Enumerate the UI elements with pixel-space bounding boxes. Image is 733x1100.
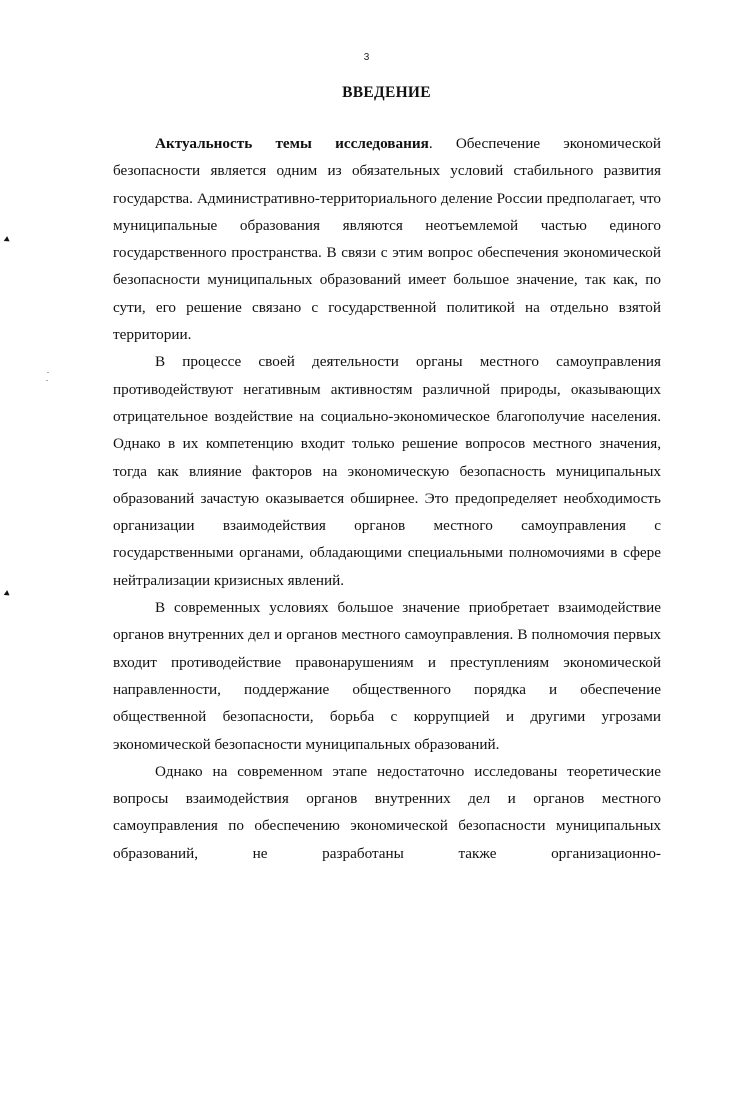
scan-speck [47, 372, 49, 373]
margin-mark [4, 236, 12, 244]
paragraph-text: . Обеспечение экономической безопасности является одним из обязательных условий стабильного развития государства. Административно-территориального деление России предполагает, что муниципальные образования являются неотъемлемой частью единого государственного пространства. В связи с этим вопрос обеспечения экономической безопасности муниципальных образований имеет большое значение, так как, по сути, его решение связано с государственной политикой на отдельно взятой территории. [113, 135, 662, 344]
page-number: 3 [363, 52, 370, 63]
paragraph-2: В процессе своей деятельности органы местного самоуправления противодействуют негативным активностям различной природы, оказывающих отрицательное воздействие на социально-экономическое благополучие населения. Однако в их компетенцию входит только решение вопросов местного значения, тогда как влияние факторов на экономическую безопасность муниципальных образований зачастую оказывается обширнее. Это предопределяет необходимость организации взаимодействия органов местного самоуправления с государственными органами, обладающими специальными полномочиями в сфере нейтрализации кризисных явлений. [113, 353, 661, 589]
margin-mark [4, 590, 12, 598]
scan-speck [46, 380, 48, 381]
paragraph-lead: Актуальность темы исследования [155, 135, 429, 152]
paragraph-1 [113, 130, 661, 348]
paragraph-3: В современных условиях большое значение приобретает взаимодействие органов внутренних дел и органов местного самоуправления. В полномочия первых входит противодействие правонарушениям и преступлениям экономической направленности, поддержание общественного порядка и обеспечение общественной безопасности, борьба с коррупцией и другими угрозами экономической безопасности муниципальных образований. [113, 599, 661, 753]
body-text [113, 130, 661, 867]
paragraph-4: Однако на современном этапе недостаточно исследованы теоретические вопросы взаимодействия органов внутренних дел и органов местного самоуправления по обеспечению экономической безопасности муниципальных образований, не разработаны также организационно- [113, 762, 661, 862]
page-heading: ВВЕДЕНИЕ [342, 84, 431, 101]
